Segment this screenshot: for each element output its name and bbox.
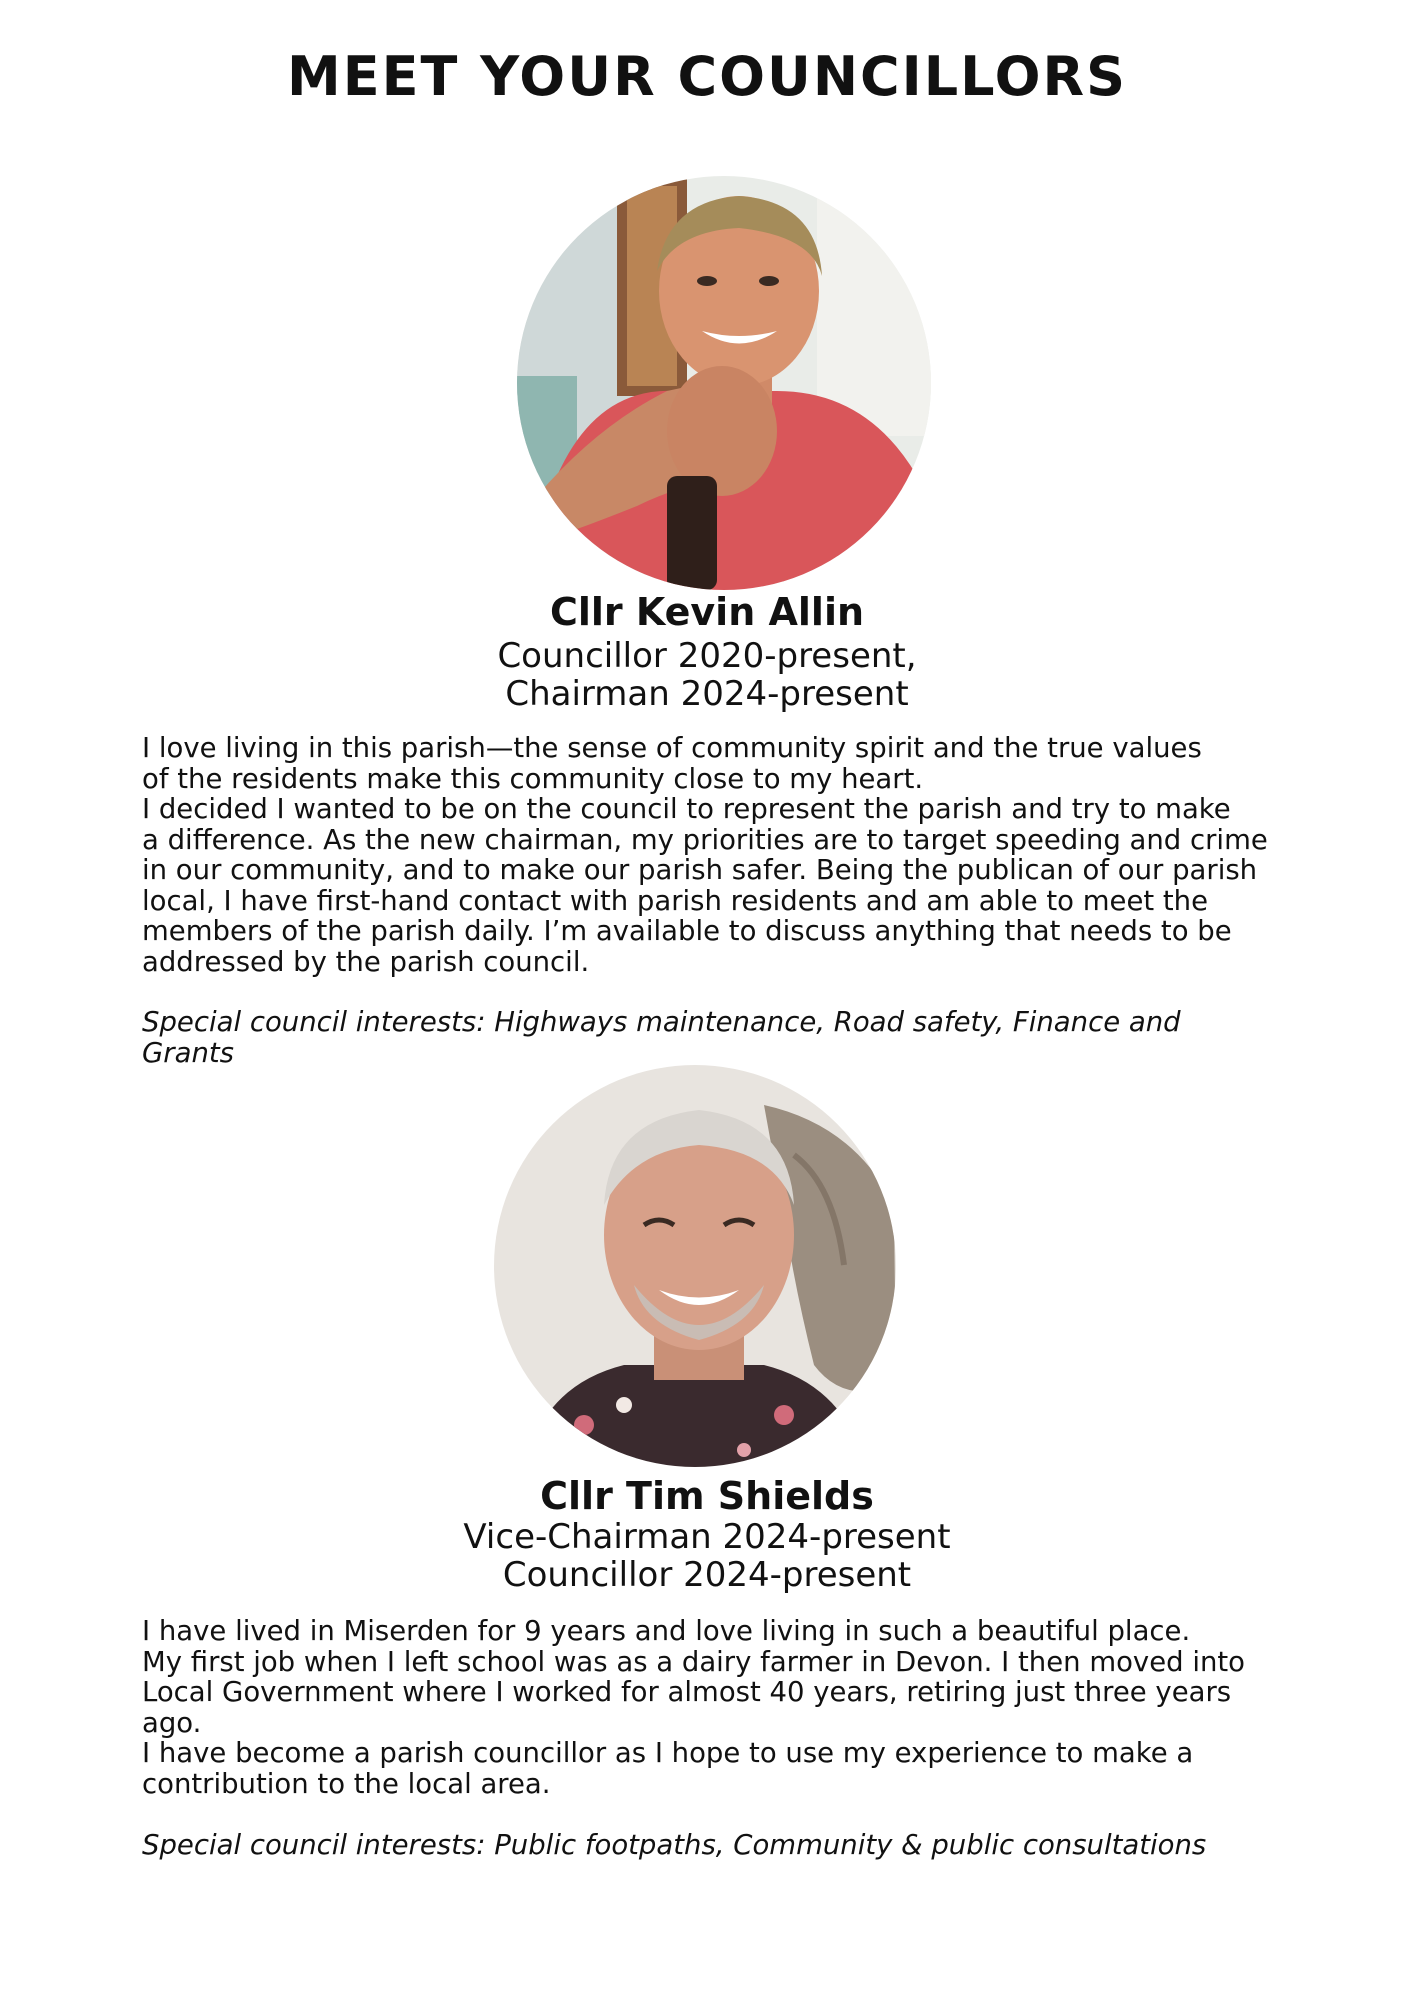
bio-line: My first job when I left school was as a dairy farmer in Devon. I then moved into xyxy=(142,1645,1245,1678)
bio-line: local, I have first-hand contact with parish residents and am able to meet the xyxy=(142,884,1209,917)
bio-line: a difference. As the new chairman, my priorities are to target speeding and crime xyxy=(142,823,1268,856)
interests-line: Special council interests: Public footpaths, Community & public consultations xyxy=(142,1829,1207,1861)
councillor-interests xyxy=(142,1830,1292,1861)
councillor-interests xyxy=(142,1007,1292,1068)
councillor-role: Councillor 2020-present, xyxy=(497,636,917,676)
councillor-bio xyxy=(142,1616,1292,1799)
bio-line: I have become a parish councillor as I hope to use my experience to make a xyxy=(142,1737,1194,1769)
interests-line: Special council interests: Highways maintenance, Road safety, Finance and xyxy=(142,1006,1181,1038)
councillor-name: Cllr Kevin Allin xyxy=(549,590,865,634)
bio-line: contribution to the local area. xyxy=(142,1767,551,1800)
councillor-role: Chairman 2024-present xyxy=(505,674,909,714)
bio-line: addressed by the parish council. xyxy=(142,945,590,978)
councillor-photo-kevin-allin xyxy=(517,176,931,590)
councillor-name: Cllr Tim Shields xyxy=(540,1474,874,1518)
page-title: MEET YOUR COUNCILLORS xyxy=(286,45,1128,108)
bio-line: I love living in this parish—the sense of community spirit and the true values xyxy=(142,732,1202,764)
interests-line: Grants xyxy=(142,1036,235,1069)
bio-line: Local Government where I worked for almost 40 years, retiring just three years xyxy=(142,1676,1232,1708)
councillor-photo-tim-shields xyxy=(494,1065,896,1467)
bio-line: I have lived in Miserden for 9 years and love living in such a beautiful place. xyxy=(142,1615,1191,1647)
bio-line: ago. xyxy=(142,1706,202,1739)
bio-line: in our community, and to make our parish safer. Being the publican of our parish xyxy=(142,854,1258,886)
bio-line: of the residents make this community close to my heart. xyxy=(142,762,924,795)
councillor-bio xyxy=(142,733,1292,977)
councillor-role: Councillor 2024-present xyxy=(502,1555,912,1595)
bio-line: I decided I wanted to be on the council to represent the parish and try to make xyxy=(142,793,1231,825)
bio-line: members of the parish daily. I’m available to discuss anything that needs to be xyxy=(142,915,1232,947)
councillor-role: Vice-Chairman 2024-present xyxy=(463,1517,951,1557)
